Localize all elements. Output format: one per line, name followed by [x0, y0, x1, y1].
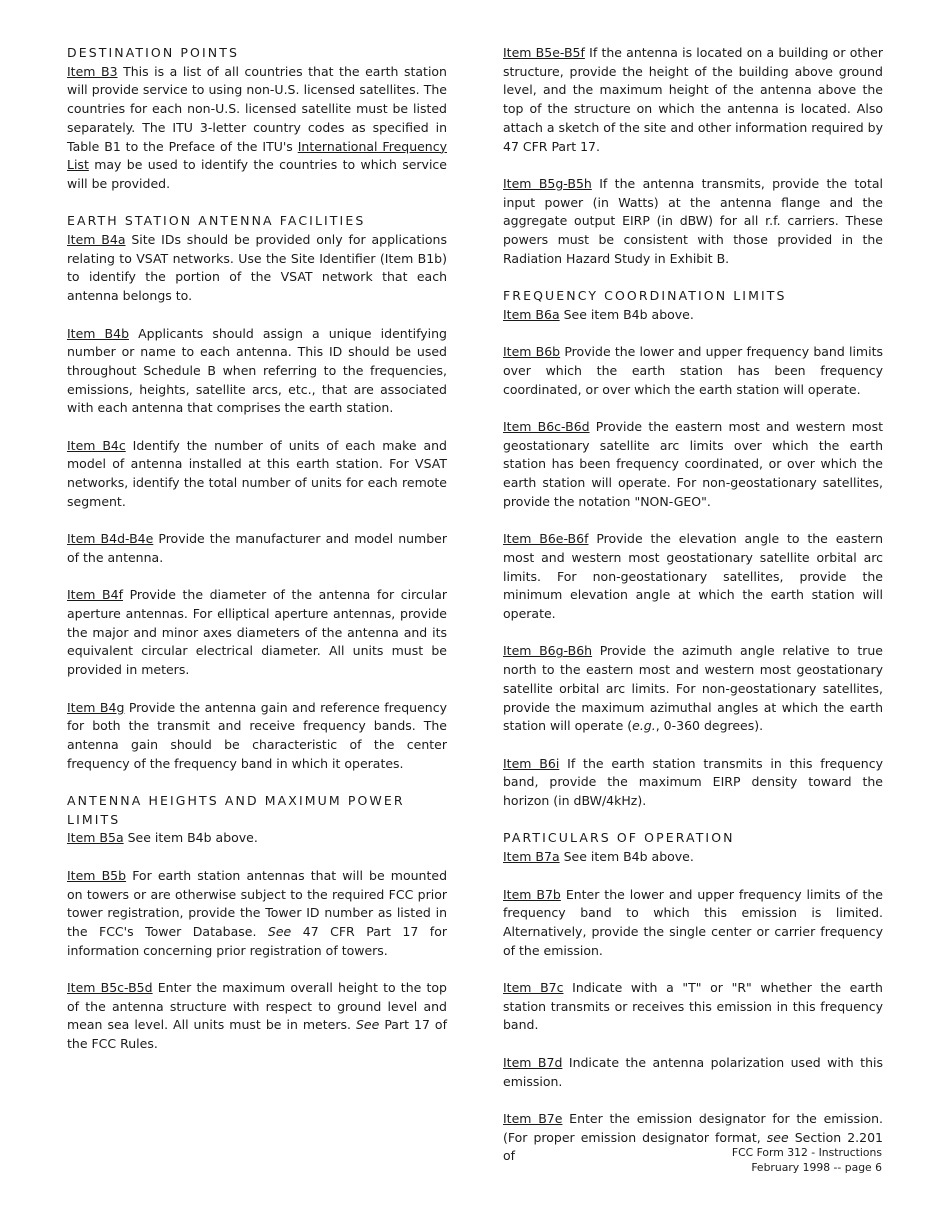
item-label-item-b6c-b6d: Item B6c-B6d — [503, 419, 590, 434]
item-label-item-b6e-b6f: Item B6e-B6f — [503, 531, 589, 547]
item-label-item-b5b: Item B5b — [67, 867, 127, 883]
paragraph-text: Provide the azimuth angle relative to true north to the eastern most and western most geostationary satellite orbital arc limits. For non-geostationary satellites, provide the maximum azimuthal angles at which the earth station will operate ( — [503, 643, 883, 734]
paragraph-text: 47 CFR Part 17 for information concerning prior registration of towers. — [67, 923, 447, 958]
paragraph — [503, 44, 883, 156]
footer-form-title: FCC Form 312 - Instructions — [731, 1146, 882, 1159]
item-label-item-b7e: Item B7e — [503, 1110, 563, 1126]
paragraph — [503, 175, 883, 269]
paragraph-text: For earth station antennas that will be mounted on towers or are otherwise subject to the required FCC prior tower registration, provide the Tower ID number as listed in the FCC's Tower Database. — [67, 867, 447, 939]
item-label-item-b4f: Item B4f — [67, 587, 123, 603]
paragraph-text: Provide the lower and upper frequency band limits over which the earth station has been frequency coordinated, or over which the earth station will operate. — [503, 344, 883, 397]
paragraph — [503, 530, 883, 624]
paragraph — [503, 418, 883, 512]
paragraph-text: Indicate with a "T" or "R" whether the earth station transmits or receives this emission in this frequency band. — [503, 980, 883, 1033]
paragraph — [503, 755, 883, 811]
item-label-item-b5a: Item B5a — [67, 830, 124, 846]
paragraph-text: Provide the diameter of the antenna for circular aperture antennas. For elliptical aperture antennas, provide the major and minor axes diameters of the antenna and its equivalent circular electrical diameter. All units must be provided in meters. — [67, 587, 447, 678]
paragraph-text: Enter the lower and upper frequency limits of the frequency band to which this emission is limited. Alternatively, provide the single center or carrier frequency of the emission. — [503, 886, 883, 958]
paragraph — [67, 586, 447, 680]
paragraph — [67, 325, 447, 419]
paragraph-text: See item B4b above. — [559, 306, 694, 322]
paragraph-text: This is a list of all countries that the earth station will provide service to using non-U.S. licensed satellites. The countries for each non-U.S. licensed satellite must be listed separately. The ITU 3-letter country codes as specified in Table B1 to the Preface of the ITU's — [67, 63, 447, 154]
paragraph — [503, 642, 883, 736]
paragraph-text: Provide the elevation angle to the eastern most and western most geostationary satellite orbital arc limits. For non-geostationary satellites, provide the minimum elevation angle at which the earth station will operate. — [503, 531, 883, 622]
paragraph-text: , 0-360 degrees). — [655, 718, 764, 734]
paragraph-text: may be used to identify the countries to which service will be provided. — [67, 157, 447, 191]
paragraph-text: If the antenna is located on a building or other structure, provide the height of the building above ground level, and the maximum height of the antenna above the top of the structure on which the antenna is located. Also attach a sketch of the site and other information required by 47 CFR Part 17. — [503, 45, 883, 154]
paragraph — [67, 63, 447, 194]
section-heading: FREQUENCY COORDINATION LIMITS — [503, 288, 787, 304]
paragraph — [67, 437, 447, 512]
emphasis-text: e.g. — [632, 718, 656, 734]
paragraph-text: Enter the emission designator for the emission. (For proper emission designator format, — [503, 1110, 883, 1145]
item-label-item-b7c: Item B7c — [503, 980, 564, 995]
paragraph-text: Indicate the antenna polarization used with this emission. — [503, 1054, 883, 1089]
item-label-item-b7b: Item B7b — [503, 886, 561, 902]
paragraph-text: Identify the number of units of each make and model of antenna installed at this earth station. For VSAT networks, identify the total number of units for each remote segment. — [67, 437, 447, 509]
paragraph — [503, 306, 883, 325]
emphasis-text: See — [267, 923, 292, 939]
left-column — [67, 44, 447, 1073]
reference-title: International Frequency List — [67, 138, 448, 173]
paragraph — [503, 1054, 883, 1091]
paragraph — [67, 530, 447, 567]
paragraph — [503, 848, 883, 867]
item-label-item-b7d: Item B7d — [503, 1054, 563, 1070]
section-heading: DESTINATION POINTS — [67, 45, 239, 60]
emphasis-text: See — [355, 1017, 380, 1033]
paragraph-text: Section 2.201 of — [503, 1129, 883, 1164]
paragraph — [503, 343, 883, 399]
item-label-item-b5e-b5f: Item B5e-B5f — [503, 45, 585, 60]
right-column — [503, 44, 883, 1185]
paragraph-text: See item B4b above. — [123, 830, 258, 846]
paragraph — [503, 886, 883, 961]
paragraph-text: Provide the eastern most and western most geostationary satellite arc limits over which the earth station has been frequency coordinated, or over which the earth station will operate. For non-geostationary satellites, provide the notation "NON-GEO". — [503, 419, 883, 509]
section-heading: ANTENNA HEIGHTS AND MAXIMUM POWER LIMITS — [67, 793, 405, 827]
section-heading: PARTICULARS OF OPERATION — [503, 830, 735, 846]
item-label-item-b7a: Item B7a — [503, 849, 560, 865]
emphasis-text: see — [766, 1129, 789, 1145]
item-label-item-b4a: Item B4a — [67, 232, 126, 248]
paragraph — [67, 699, 447, 774]
item-label-item-b4c: Item B4c — [67, 437, 126, 453]
item-label-item-b5c-b5d: Item B5c-B5d — [67, 980, 153, 996]
item-label-item-b5g-b5h: Item B5g-B5h — [503, 175, 592, 191]
paragraph-text: Enter the maximum overall height to the top of the antenna structure with respect to ground level and mean sea level. All units must be in meters. — [67, 980, 447, 1033]
section-heading: EARTH STATION ANTENNA FACILITIES — [67, 213, 366, 229]
paragraph — [67, 979, 447, 1054]
paragraph-text: Applicants should assign a unique identifying number or name to each antenna. This ID should be used throughout Schedule B when referring to the frequencies, emissions, heights, satellite arcs, etc., that are associated with each antenna that comprises the earth station. — [67, 325, 447, 416]
paragraph-text: Site IDs should be provided only for applications relating to VSAT networks. Use the Site Identifier (Item B1b) to identify the portion of the VSAT network that each antenna belongs to. — [67, 232, 447, 304]
item-label-item-b6i: Item B6i — [503, 755, 560, 771]
item-label-item-b3: Item B3 — [67, 63, 118, 79]
paragraph — [503, 979, 883, 1035]
item-label-item-b4b: Item B4b — [67, 325, 129, 341]
paragraph — [67, 231, 447, 306]
paragraph-text: If the earth station transmits in this frequency band, provide the maximum EIRP density toward the horizon (in dBW/4kHz). — [503, 755, 883, 809]
paragraph-text: Part 17 of the FCC Rules. — [67, 1017, 447, 1052]
paragraph-text: Provide the manufacturer and model number of the antenna. — [67, 531, 447, 565]
item-label-item-b4d-b4e: Item B4d-B4e — [67, 531, 154, 547]
item-label-item-b6a: Item B6a — [503, 306, 560, 322]
paragraph-text: Provide the antenna gain and reference frequency for both the transmit and receive frequency bands. The antenna gain should be characteristic of the center frequency of the frequency band in which it operates. — [67, 699, 447, 771]
paragraph-text: If the antenna transmits, provide the total input power (in Watts) at the antenna flange and the aggregate output EIRP (in dBW) for all r.f. carriers. These powers must be consistent with those provided in the Radiation Hazard Study in Exhibit B. — [503, 175, 883, 266]
item-label-item-b6b: Item B6b — [503, 344, 561, 360]
paragraph-text: See item B4b above. — [559, 849, 694, 865]
item-label-item-b4g: Item B4g — [67, 699, 125, 715]
footer-date-page: February 1998 -- page 6 — [751, 1160, 882, 1174]
page-footer — [732, 1146, 882, 1175]
item-label-item-b6g-b6h: Item B6g-B6h — [503, 643, 593, 659]
paragraph — [67, 867, 447, 961]
paragraph — [67, 829, 447, 848]
